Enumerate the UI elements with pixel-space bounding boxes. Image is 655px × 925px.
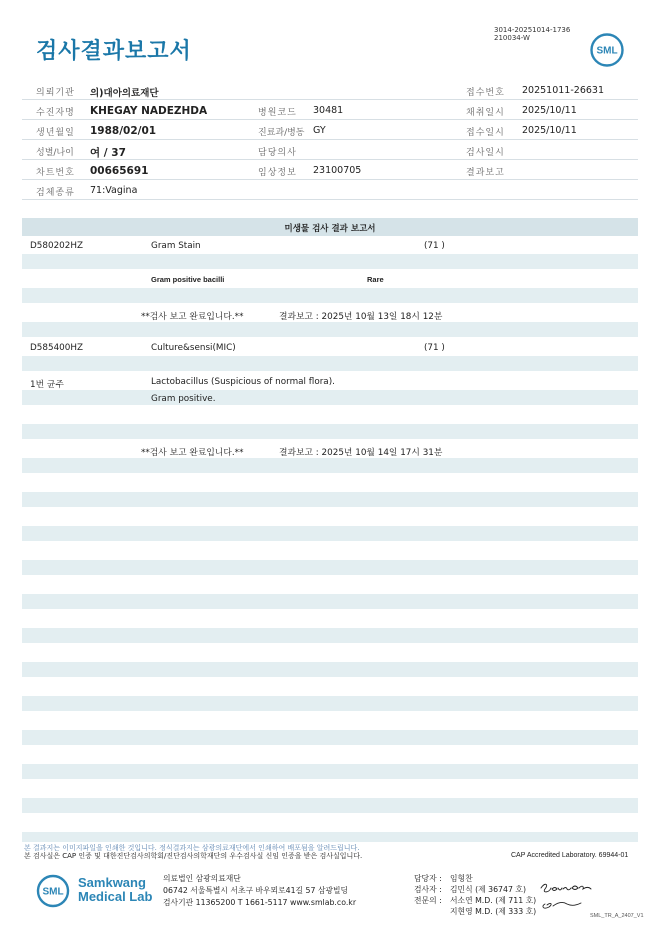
cap-accreditation: CAP Accredited Laboratory. 69944-01 <box>511 852 629 859</box>
sml-logo-icon <box>590 33 624 67</box>
receipt-date-value: 2025/10/11 <box>522 125 577 136</box>
specialist-1: 서소연 M.D. (제 711 호) <box>450 896 537 905</box>
row-band <box>22 594 638 609</box>
specialist-label: 전문의 : <box>414 896 442 905</box>
row-band <box>22 254 638 269</box>
clinical-label: 임상정보 <box>258 168 297 178</box>
isolate-line2: Gram positive. <box>151 394 216 404</box>
receipt-date-label: 접수일시 <box>466 128 505 138</box>
requester-value: 의)대아의료재단 <box>90 88 159 99</box>
row-band <box>22 662 638 677</box>
specialist-2: 지현영 M.D. (제 333 호) <box>450 907 537 916</box>
dob-value: 1988/02/01 <box>90 125 157 137</box>
test1-code: D580202HZ <box>30 241 83 251</box>
examiner-label: 검사자 : <box>414 885 442 894</box>
doctor-label: 담당의사 <box>258 148 297 158</box>
receipt-no-label: 접수번호 <box>466 88 505 98</box>
manager-label: 담당자 : <box>414 874 442 883</box>
test2-specimen: (71 ) <box>424 343 445 353</box>
specimen-value: 71:Vagina <box>90 185 138 196</box>
isolate-label: 1번 균주 <box>30 380 64 390</box>
row-band <box>22 526 638 541</box>
test1-done-note: **검사 보고 완료입니다.** <box>141 312 244 322</box>
test1-result: Gram positive bacilli <box>151 275 225 284</box>
hospital-code-label: 병원코드 <box>258 108 297 118</box>
brand-name <box>78 876 152 904</box>
document-number <box>494 26 570 42</box>
row-band <box>22 492 638 507</box>
row-band <box>22 288 638 303</box>
document-number-line1: 3014-20251014-1736 <box>494 26 571 34</box>
accreditation-note: 본 검사실은 CAP 인증 및 대한진단검사의학회/진단검사의학재단의 우수검사실 신임 인증을 받은 검사실입니다. <box>24 852 363 860</box>
info-row-chart-no <box>22 160 638 180</box>
info-row-requester <box>22 80 638 100</box>
name-value: KHEGAY NADEZHDA <box>90 105 208 117</box>
page-title: 검사결과보고서 <box>36 39 192 64</box>
dob-label: 생년월일 <box>36 128 75 138</box>
samkwang-logo-text: SML <box>42 886 64 898</box>
chart-no-value: 00665691 <box>90 165 149 177</box>
requester-label: 의뢰기관 <box>36 88 75 98</box>
row-band <box>22 696 638 711</box>
row-band <box>22 424 638 439</box>
clinical-value: 23100705 <box>313 165 362 176</box>
document-number-line2: 210034-W <box>494 34 530 42</box>
row-band <box>22 322 638 337</box>
test1-amount: Rare <box>367 275 384 284</box>
info-row-name <box>22 100 638 120</box>
test-date-label: 검사일시 <box>466 148 505 158</box>
isolate-line1: Lactobacillus (Suspicious of normal flora). <box>151 377 335 387</box>
print-notice: 본 결과지는 이미지파일을 인쇄한 것입니다. 정식결과지는 삼광의료재단에서 인쇄하여 배포됨을 알려드립니다. <box>24 844 360 852</box>
form-code: SML_TR_A_2407_V1 <box>590 913 644 919</box>
examiner-name: 김민식 (제 36747 호) <box>450 885 526 894</box>
brand-line2: Medical Lab <box>78 889 153 904</box>
org-name: 의료법인 삼광의료재단 <box>163 874 241 883</box>
sex-age-value: 여 / 37 <box>90 147 126 159</box>
brand-line1: Samkwang <box>78 875 146 890</box>
report-section-header <box>22 218 638 236</box>
name-label: 수진자명 <box>36 108 75 118</box>
handwritten-signature-icon <box>537 880 597 914</box>
hospital-code-value: 30481 <box>313 105 344 116</box>
sex-age-label: 성별/나이 <box>36 148 74 158</box>
test1-specimen: (71 ) <box>424 241 445 251</box>
dept-label: 진료과/병동 <box>258 128 305 138</box>
row-band <box>22 764 638 779</box>
row-band <box>22 730 638 745</box>
receipt-no-value: 20251011-26631 <box>522 85 605 96</box>
manager-name: 임형찬 <box>450 874 473 883</box>
row-band <box>22 390 638 405</box>
test1-name: Gram Stain <box>151 241 201 251</box>
org-address: 06742 서울특별시 서초구 바우뫼로41길 57 삼광빌딩 <box>163 886 349 895</box>
row-band <box>22 356 638 371</box>
info-row-specimen <box>22 180 638 200</box>
test2-name: Culture&sensi(MIC) <box>151 343 236 353</box>
row-band <box>22 560 638 575</box>
org-contact: 검사기관 11365200 T 1661-5117 www.smlab.co.kr <box>163 898 357 907</box>
info-row-dob <box>22 120 638 140</box>
chart-no-label: 차트번호 <box>36 168 75 178</box>
result-report-label: 결과보고 <box>466 168 505 178</box>
info-row-sex-age <box>22 140 638 160</box>
row-band <box>22 628 638 643</box>
sml-logo-text: SML <box>596 45 618 57</box>
test2-done-note: **검사 보고 완료입니다.** <box>141 448 244 458</box>
report-section-title: 미생물 검사 결과 보고서 <box>284 224 376 234</box>
samkwang-logo-icon <box>36 874 70 908</box>
row-band <box>22 458 638 473</box>
collect-date-label: 채취일시 <box>466 108 505 118</box>
row-band <box>22 798 638 813</box>
dept-value: GY <box>313 125 326 136</box>
test2-code: D585400HZ <box>30 343 83 353</box>
collect-date-value: 2025/10/11 <box>522 105 577 116</box>
test2-report-time: 결과보고 : 2025년 10월 14일 17시 31분 <box>279 448 443 458</box>
specimen-label: 검체종류 <box>36 188 75 198</box>
test1-report-time: 결과보고 : 2025년 10월 13일 18시 12분 <box>279 312 443 322</box>
row-band <box>22 832 638 842</box>
